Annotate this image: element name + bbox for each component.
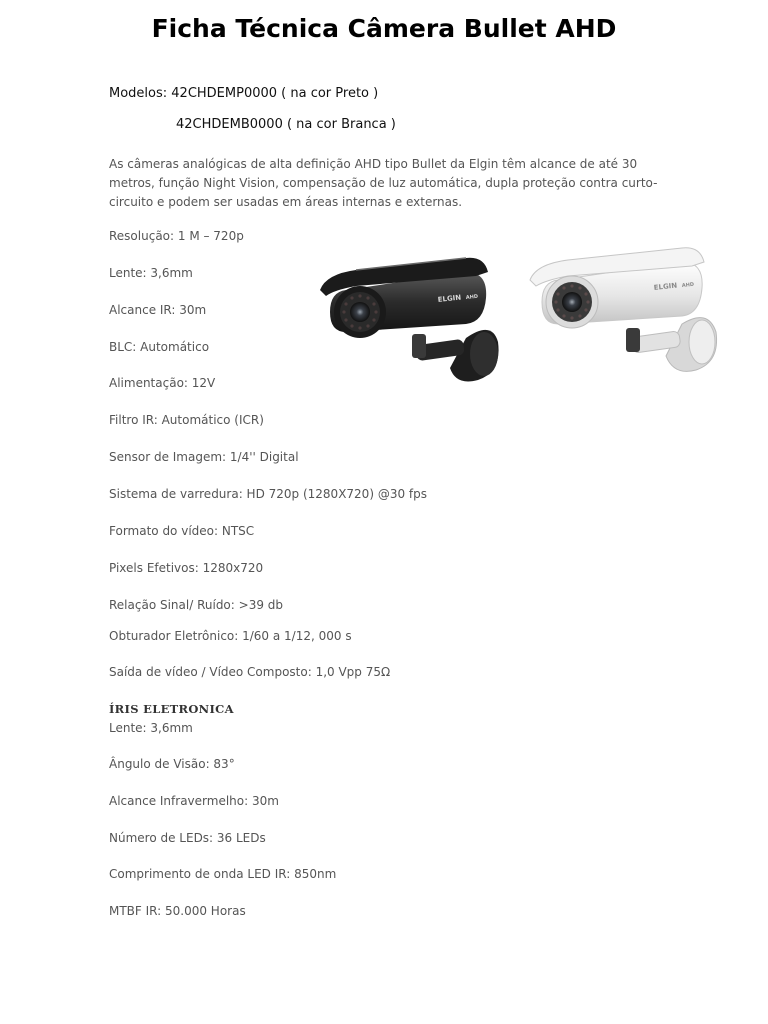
iris-infrared-range: Alcance Infravermelho: 30m [109,794,279,808]
spec-video-format: Formato do vídeo: NTSC [109,524,255,538]
spec-resolution: Resolução: 1 M – 720p [109,229,244,243]
spec-lens: Lente: 3,6mm [109,266,193,280]
white-camera-badge: AHD [681,281,695,289]
black-camera-badge: AHD [465,293,479,301]
iris-view-angle: Ângulo de Visão: 83° [109,757,235,771]
document-title: Ficha Técnica Câmera Bullet AHD [151,14,617,43]
models-block [109,86,396,132]
iris-mtbf: MTBF IR: 50.000 Horas [109,904,246,918]
spec-snr: Relação Sinal/ Ruído: >39 db [109,598,284,612]
black-camera-brand: ELGIN [437,293,462,304]
spec-power: Alimentação: 12V [109,376,216,390]
iris-led-count: Número de LEDs: 36 LEDs [109,831,266,845]
iris-lens: Lente: 3,6mm [109,721,193,735]
iris-heading: ÍRIS ELETRONICA [109,702,234,716]
spec-effective-pixels: Pixels Efetivos: 1280x720 [109,561,264,575]
spec-scan-system: Sistema de varredura: HD 720p (1280X720) @30 fps [109,487,427,501]
spec-ir-range: Alcance IR: 30m [109,303,207,317]
black-bullet-camera-image [316,250,506,390]
iris-led-wavelength: Comprimento de onda LED IR: 850nm [109,867,337,881]
spec-shutter: Obturador Eletrônico: 1/60 a 1/12, 000 s [109,629,352,643]
spec-ir-filter: Filtro IR: Automático (ICR) [109,413,264,427]
spec-image-sensor: Sensor de Imagem: 1/4'' Digital [109,450,299,464]
spec-video-output: Saída de vídeo / Vídeo Composto: 1,0 Vpp 75Ω [109,665,391,679]
spec-blc: BLC: Automático [109,340,210,354]
white-camera-brand: ELGIN [653,281,678,292]
white-bullet-camera-image [526,244,722,384]
model-black: Modelos: 42CHDEMP0000 ( na cor Preto ) [109,86,379,101]
model-white: 42CHDEMB0000 ( na cor Branca ) [176,117,396,132]
intro-paragraph: As câmeras analógicas de alta definição AHD tipo Bullet da Elgin têm alcance de até 30 metros, função Night Vision, compensação de luz automática, dupla proteção contra curto-circuito e podem ser usadas em áreas internas e externas. [109,157,658,209]
